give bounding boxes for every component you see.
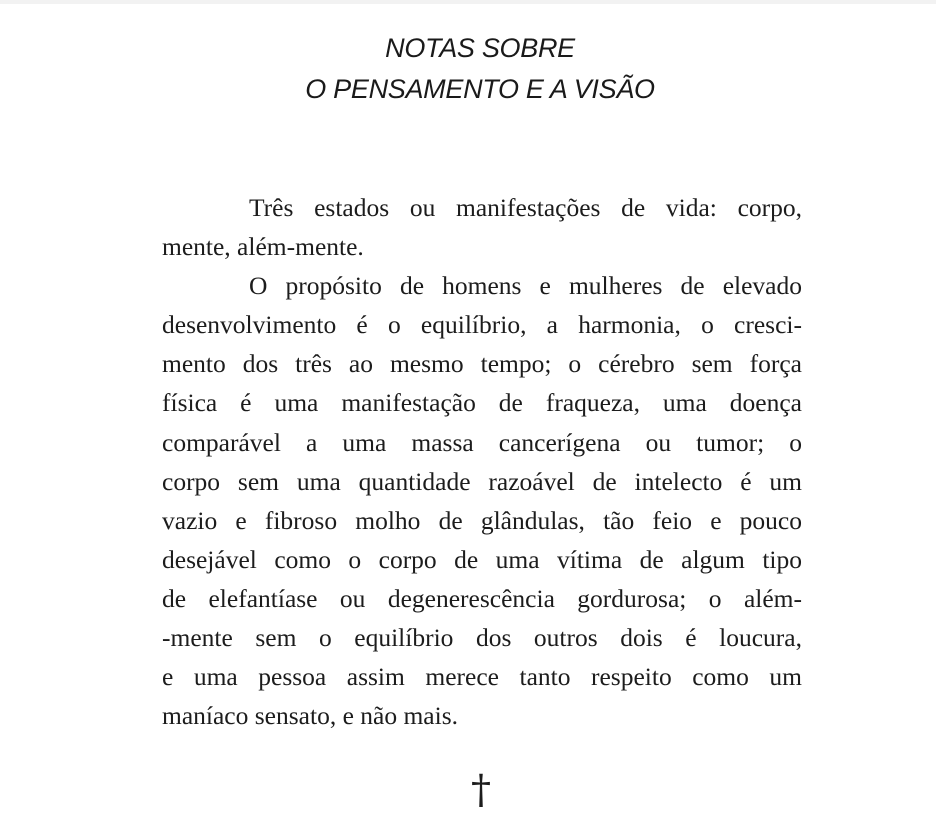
text-line: Três estados ou manifestações de vida: corpo, [249, 193, 802, 222]
chapter-title [0, 28, 936, 110]
text-line: mento dos três ao mesmo tempo; o cérebro sem força [162, 349, 802, 379]
dagger-ornament-icon: † [471, 767, 491, 813]
text-line: vazio e fibroso molho de glândulas, tão feio e pouco [162, 505, 802, 535]
text-line: -mente sem o equilíbrio dos outros dois é loucura, [162, 623, 802, 653]
text-line: O propósito de homens e mulheres de elevado [249, 271, 802, 301]
chapter-title-line-2: O PENSAMENTO E A VISÃO [305, 74, 655, 104]
text-line: e uma pessoa assim merece tanto respeito como um [162, 662, 802, 692]
paragraph-1 [162, 188, 802, 266]
text-line: desenvolvimento é o equilíbrio, a harmonia, o cresci- [162, 310, 802, 340]
text-line: de elefantíase ou degenerescência gordurosa; o além- [162, 583, 802, 613]
paragraph-2 [162, 266, 802, 735]
text-line: física é uma manifestação de fraqueza, uma doença [162, 388, 802, 418]
text-line: maníaco sensato, e não mais. [162, 701, 458, 731]
text-line: mente, além-mente. [162, 232, 364, 262]
text-line: comparável a uma massa cancerígena ou tumor; o [162, 427, 802, 457]
body-text [162, 188, 802, 735]
text-line: desejável como o corpo de uma vítima de algum tipo [162, 544, 802, 574]
chapter-title-line-1: NOTAS SOBRE [385, 33, 575, 63]
text-line: corpo sem uma quantidade razoável de intelecto é um [162, 466, 802, 496]
